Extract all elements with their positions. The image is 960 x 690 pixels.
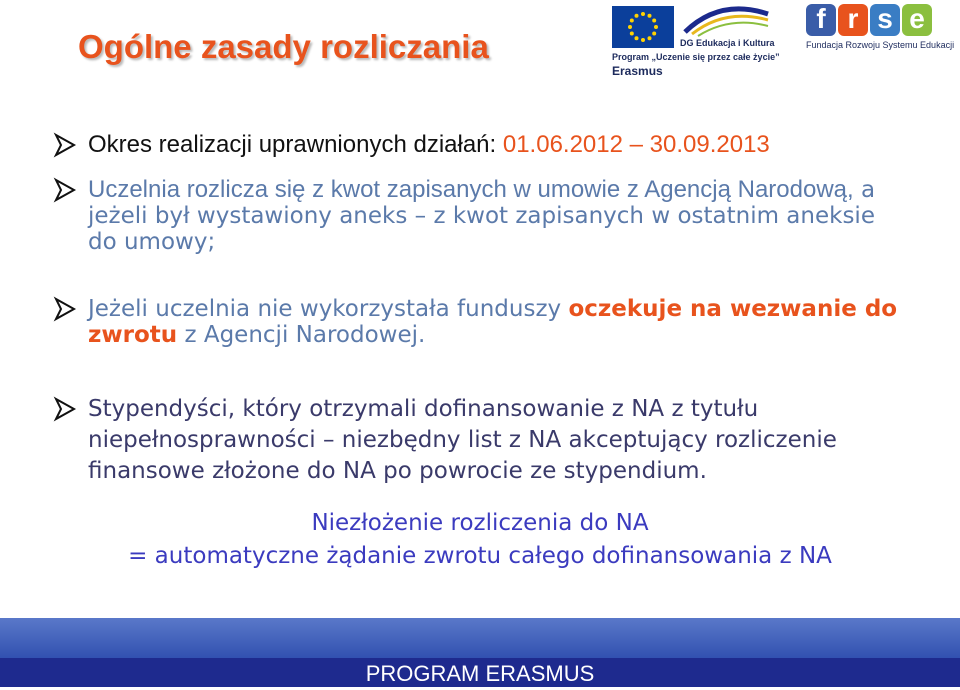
slide-title: Ogólne zasady rozliczania [78,28,489,65]
note-line-1: Niezłożenie rozliczenia do NA [311,510,649,536]
bullet-refund-lead: Jeżeli uczelnia nie wykorzystała funduszy [88,296,569,322]
frse-caption: Fundacja Rozwoju Systemu Edukacji [806,40,955,50]
frse-letter-e: e [902,4,932,36]
arrow-bullet-icon [52,132,78,158]
bullet-refund-rest: z Agencji Narodowej. [177,322,426,348]
arrow-bullet-icon [52,396,78,422]
arrow-bullet-icon [52,177,78,203]
note-line-2: = automatyczne żądanie zwrotu całego dofinansowania z NA [128,543,832,569]
frse-letter-r: r [838,4,868,36]
frse-letter-s: s [870,4,900,36]
footer-label: PROGRAM ERASMUS [365,661,595,686]
bullet-period-dates: 01.06.2012 – 30.09.2013 [502,131,770,158]
program-caption: Program „Uczenie się przez całe życie” [612,52,780,62]
bullet-scholars: Stypendyści, który otrzymali dofinansowanie z NA z tytułu niepełnosprawności – niezbędny list z NA akceptujący rozliczenie finansowe złożone do NA po powrocie ze stypendium. [88,396,837,484]
arrow-bullet-icon [52,296,78,322]
erasmus-caption: Erasmus [612,64,663,78]
dg-education-caption: DG Edukacja i Kultura [680,38,775,48]
frse-logo [806,4,932,36]
bullet-refund-highlight: oczekuje na wezwanie do zwrotu [88,296,898,348]
bullet-period [88,131,928,158]
bullet-refund [88,296,928,348]
footer-band [0,618,960,658]
bullet-period-label: Okres realizacji uprawnionych działań: [88,131,503,158]
bullet-settlement [88,176,878,255]
bullet-settlement-highlight: Uczelnia rozlicza się z kwot zapisanych w umowie z Agencją Narodową, [88,176,854,203]
dg-education-logo-icon [680,4,770,38]
bullet-settlement-rest: a jeżeli był wystawiony aneks – z kwot zapisanych w ostatnim aneksie do umowy; [88,177,876,255]
eu-flag-icon [612,6,674,48]
frse-letter-f: f [806,4,836,36]
